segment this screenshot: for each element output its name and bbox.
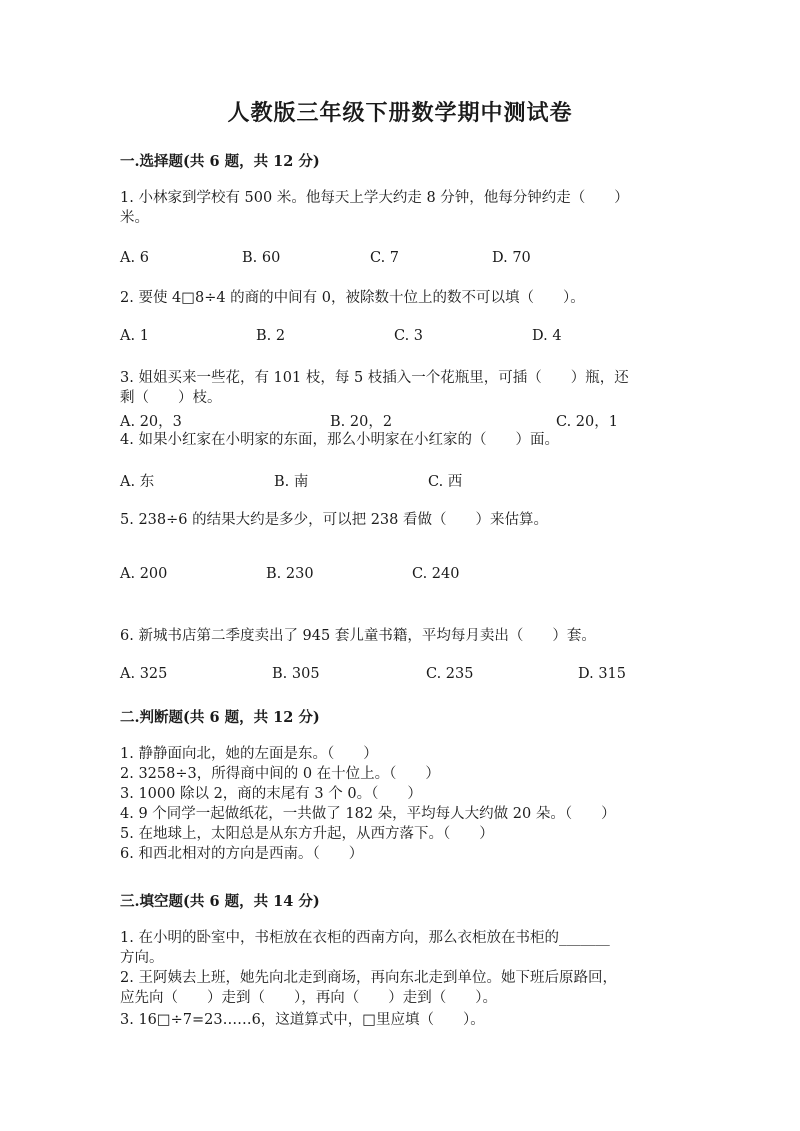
fill-line-4: 应先向（ ）走到（ ），再向（ ）走到（ ）。 (120, 990, 497, 1006)
judge-item-5: 5. 在地球上，太阳总是从东方升起，从西方落下。（ ） (120, 826, 494, 842)
q3-line2: 剩（ ）枝。 (120, 390, 222, 406)
q4-option-b: B. 南 (274, 474, 309, 490)
section3-heading: 三.填空题(共 6 题，共 14 分) (120, 893, 320, 910)
q2-option-c: C. 3 (394, 328, 424, 344)
q4-text: 4. 如果小红家在小明家的东面，那么小明家在小红家的（ ）面。 (120, 432, 559, 448)
q1-option-d: D. 70 (492, 250, 531, 266)
q1-line2: 米。 (120, 210, 149, 226)
judge-item-1: 1. 静静面向北，她的左面是东。（ ） (120, 746, 378, 762)
q2-option-d: D. 4 (532, 328, 562, 344)
q6-option-b: B. 305 (272, 666, 320, 682)
q6-option-d: D. 315 (578, 666, 627, 682)
exam-title: 人教版三年级下册数学期中测试卷 (227, 100, 573, 126)
fill-line-3: 2. 王阿姨去上班，她先向北走到商场，再向东北走到单位。她下班后原路回， (120, 970, 617, 986)
q3-option-c: C. 20，1 (556, 414, 618, 430)
q6-text: 6. 新城书店第二季度卖出了 945 套儿童书籍，平均每月卖出（ ）套。 (120, 628, 596, 644)
judge-item-6: 6. 和西北相对的方向是西南。（ ） (120, 846, 364, 862)
q5-option-c: C. 240 (412, 566, 460, 582)
section2-heading: 二.判断题(共 6 题，共 12 分) (120, 709, 320, 726)
q4-option-c: C. 西 (428, 474, 463, 490)
fill-line-2: 方向。 (120, 950, 164, 966)
q3-option-b: B. 20，2 (330, 414, 393, 430)
q2-option-b: B. 2 (256, 328, 286, 344)
q5-option-a: A. 200 (120, 566, 168, 582)
q4-option-a: A. 东 (120, 474, 155, 490)
q2-text: 2. 要使 4□8÷4 的商的中间有 0，被除数十位上的数不可以填（ ）。 (120, 290, 585, 306)
judge-item-4: 4. 9 个同学一起做纸花，一共做了 182 朵，平均每人大约做 20 朵。（ ） (120, 806, 616, 822)
q6-option-c: C. 235 (426, 666, 474, 682)
q1-option-a: A. 6 (120, 250, 149, 266)
fill-line-1: 1. 在小明的卧室中，书柜放在衣柜的西南方向，那么衣柜放在书柜的_______ (120, 930, 610, 946)
q1-option-c: C. 7 (370, 250, 400, 266)
judge-item-3: 3. 1000 除以 2，商的末尾有 3 个 0。（ ） (120, 786, 422, 802)
section1-heading: 一.选择题(共 6 题，共 12 分) (120, 153, 320, 170)
q5-option-b: B. 230 (266, 566, 314, 582)
q2-option-a: A. 1 (120, 328, 149, 344)
fill-line-5: 3. 16□÷7=23……6，这道算式中，□里应填（ ）。 (120, 1012, 485, 1028)
q1-option-b: B. 60 (242, 250, 281, 266)
q3-option-a: A. 20，3 (120, 414, 182, 430)
judge-item-2: 2. 3258÷3，所得商中间的 0 在十位上。（ ） (120, 766, 440, 782)
q6-option-a: A. 325 (120, 666, 168, 682)
q1-line1: 1. 小林家到学校有 500 米。他每天上学大约走 8 分钟，他每分钟约走（ ） (120, 190, 629, 206)
q5-text: 5. 238÷6 的结果大约是多少，可以把 238 看做（ ）来估算。 (120, 512, 548, 528)
q3-line1: 3. 姐姐买来一些花，有 101 枝，每 5 枝插入一个花瓶里，可插（ ）瓶，还 (120, 370, 629, 386)
